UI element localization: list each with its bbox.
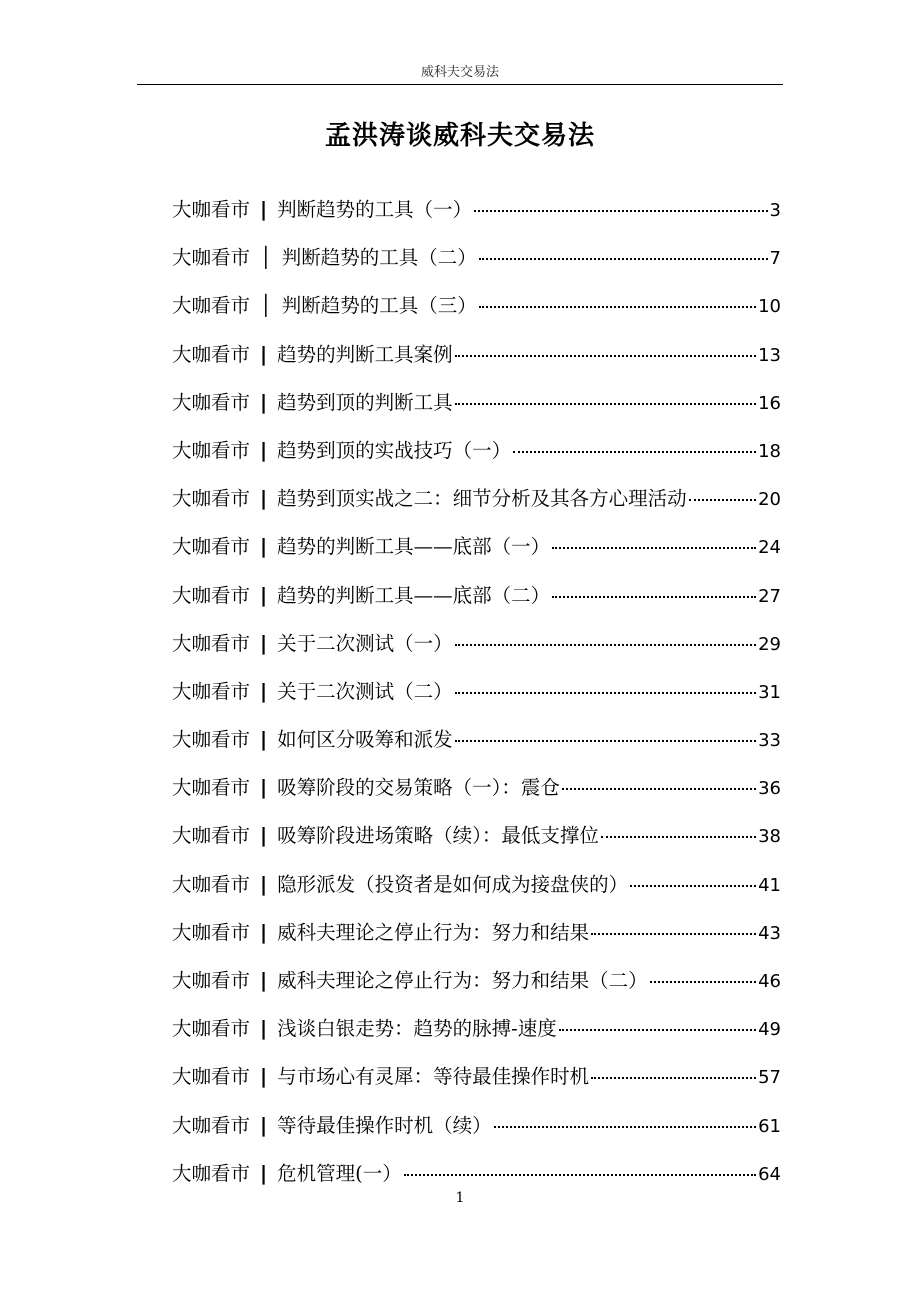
toc-entry-separator: │ [260, 294, 272, 318]
toc-entry-title [172, 479, 687, 519]
toc-entry-page: 27 [758, 585, 781, 607]
toc-entry-title [172, 1009, 557, 1049]
toc-entry-prefix: 大咖看市 [172, 342, 251, 366]
page-number: 1 [455, 1190, 465, 1206]
toc-entry[interactable] [172, 961, 781, 1009]
toc-entry-prefix: 大咖看市 [172, 1065, 251, 1089]
toc-entry-label: 判断趋势的工具（二） [281, 246, 477, 270]
toc-dot-leader [455, 355, 756, 357]
toc-entry-label: 判断趋势的工具（一） [277, 198, 473, 221]
toc-entry-separator: | [260, 728, 268, 752]
toc-entry-page: 24 [758, 537, 781, 559]
toc-entry-title [172, 1057, 589, 1097]
toc-entry[interactable] [172, 816, 781, 864]
toc-entry-title [172, 720, 453, 760]
toc-entry-separator: | [260, 438, 268, 462]
toc-dot-leader [404, 1174, 756, 1176]
toc-entry-page: 3 [769, 200, 781, 221]
toc-entry-title [172, 190, 472, 230]
toc-dot-leader [494, 1126, 756, 1128]
toc-entry[interactable] [172, 238, 781, 286]
toc-entry-title [172, 865, 628, 905]
toc-entry-page: 7 [769, 248, 781, 270]
toc-entry-label: 趋势到顶的判断工具 [277, 390, 453, 414]
toc-entry[interactable] [172, 479, 781, 527]
toc-entry-page: 57 [758, 1067, 781, 1089]
toc-entry[interactable] [172, 1057, 781, 1105]
toc-entry-page: 10 [758, 296, 781, 318]
document-title: 孟洪涛谈威科夫交易法 [324, 121, 595, 151]
toc-entry-label: 趋势的判断工具——底部（二） [277, 583, 551, 607]
toc-entry-label: 趋势到顶实战之二：细节分析及其各方心理活动 [277, 487, 687, 511]
toc-entry-page: 41 [758, 874, 781, 896]
toc-entry-label: 吸筹阶段的交易策略（一）：震仓 [277, 776, 560, 800]
toc-entry-prefix: 大咖看市 [172, 1113, 251, 1137]
toc-entry-label: 浅谈白银走势：趋势的脉搏-速度 [277, 1017, 557, 1041]
toc-dot-leader [559, 1029, 756, 1031]
toc-entry-label: 关于二次测试（二） [277, 679, 453, 703]
toc-entry-prefix: 大咖看市 [172, 1017, 251, 1041]
toc-dot-leader [601, 836, 756, 838]
toc-entry[interactable] [172, 576, 781, 624]
toc-dot-leader [591, 1077, 756, 1079]
toc-entry-page: 64 [758, 1163, 781, 1185]
toc-entry-title [172, 672, 453, 712]
toc-entry-separator: | [260, 1161, 268, 1185]
toc-entry-separator: | [260, 824, 268, 848]
toc-entry-prefix: 大咖看市 [172, 728, 251, 752]
toc-entry-page: 20 [758, 489, 781, 511]
toc-entry-label: 如何区分吸筹和派发 [277, 728, 453, 752]
toc-entry-label: 等待最佳操作时机（续） [277, 1113, 492, 1137]
toc-entry-title [172, 768, 560, 808]
toc-entry-separator: | [260, 535, 268, 559]
toc-entry[interactable] [172, 286, 781, 334]
toc-entry[interactable] [172, 431, 781, 479]
toc-entry[interactable] [172, 913, 781, 961]
toc-entry-label: 威科夫理论之停止行为：努力和结果 [277, 920, 590, 944]
toc-entry-separator: | [260, 1113, 268, 1137]
toc-entry-title [172, 431, 511, 471]
toc-entry-page: 38 [758, 826, 781, 848]
toc-entry-title [172, 335, 453, 375]
toc-entry-page: 29 [758, 633, 781, 655]
toc-entry-label: 趋势到顶的实战技巧（一） [277, 438, 512, 462]
toc-entry-page: 61 [758, 1115, 781, 1137]
toc-entry-separator: | [260, 583, 268, 607]
toc-entry-separator: | [260, 920, 268, 944]
toc-entry-label: 关于二次测试（一） [277, 631, 453, 655]
toc-dot-leader [591, 933, 756, 935]
toc-entry-page: 13 [758, 344, 781, 366]
toc-entry-prefix: 大咖看市 [172, 969, 251, 992]
toc-dot-leader [513, 451, 756, 453]
toc-entry-prefix: 大咖看市 [172, 679, 251, 703]
table-of-contents [172, 190, 781, 1202]
toc-dot-leader [479, 258, 768, 260]
toc-entry-title [172, 238, 477, 278]
toc-entry-page: 36 [758, 778, 781, 800]
toc-entry-separator: | [260, 679, 268, 703]
toc-dot-leader [455, 403, 756, 405]
toc-entry-title [172, 913, 589, 953]
toc-entry-prefix: 大咖看市 [172, 631, 251, 655]
toc-entry-title [172, 1106, 492, 1146]
toc-entry-separator: | [260, 872, 268, 896]
toc-entry-separator: | [260, 776, 268, 800]
toc-entry-page: 46 [758, 971, 781, 992]
toc-entry-prefix: 大咖看市 [172, 583, 251, 607]
toc-entry[interactable] [172, 865, 781, 913]
toc-entry-title [172, 527, 550, 567]
toc-entry-page: 43 [758, 922, 781, 944]
toc-dot-leader [650, 981, 756, 983]
toc-entry-page: 33 [758, 730, 781, 752]
toc-entry-label: 威科夫理论之停止行为：努力和结果（二） [277, 969, 648, 992]
toc-entry-label: 隐形派发（投资者是如何成为接盘侠的） [277, 872, 629, 896]
toc-dot-leader [455, 644, 756, 646]
toc-entry-prefix: 大咖看市 [172, 1161, 251, 1185]
toc-entry-page: 31 [758, 681, 781, 703]
toc-entry[interactable] [172, 383, 781, 431]
toc-entry-title [172, 961, 648, 1001]
toc-entry-prefix: 大咖看市 [172, 198, 251, 221]
running-header: 威科夫交易法 [420, 65, 499, 80]
toc-entry-separator: | [260, 631, 268, 655]
toc-entry-prefix: 大咖看市 [172, 294, 251, 318]
toc-entry-separator: | [260, 198, 268, 221]
toc-entry-title [172, 383, 453, 423]
toc-entry-label: 危机管理(一） [277, 1161, 402, 1185]
toc-dot-leader [552, 547, 756, 549]
toc-entry-title [172, 576, 550, 616]
toc-entry-label: 趋势的判断工具案例 [277, 342, 453, 366]
toc-entry[interactable] [172, 527, 781, 575]
toc-entry-label: 吸筹阶段进场策略（续）：最低支撑位 [277, 824, 599, 848]
toc-entry-separator: | [260, 487, 268, 511]
toc-entry-prefix: 大咖看市 [172, 246, 251, 270]
toc-entry-prefix: 大咖看市 [172, 535, 251, 559]
toc-entry-separator: | [260, 969, 268, 992]
toc-entry-separator: │ [260, 246, 272, 270]
toc-dot-leader [552, 596, 756, 598]
toc-entry[interactable] [172, 1106, 781, 1154]
toc-dot-leader [562, 788, 756, 790]
toc-entry-title [172, 286, 477, 326]
toc-entry-prefix: 大咖看市 [172, 920, 251, 944]
header-rule [137, 84, 783, 85]
toc-dot-leader [630, 885, 756, 887]
toc-entry-label: 与市场心有灵犀：等待最佳操作时机 [277, 1065, 590, 1089]
toc-entry-title [172, 816, 599, 856]
toc-entry-label: 判断趋势的工具（三） [281, 294, 477, 318]
toc-dot-leader [479, 306, 756, 308]
toc-entry-page: 16 [758, 392, 781, 414]
toc-entry-page: 18 [758, 440, 781, 462]
toc-entry-separator: | [260, 342, 268, 366]
toc-entry-separator: | [260, 1065, 268, 1089]
toc-entry-separator: | [260, 390, 268, 414]
toc-entry[interactable] [172, 624, 781, 672]
toc-entry-prefix: 大咖看市 [172, 824, 251, 848]
toc-entry[interactable] [172, 190, 781, 238]
toc-entry-prefix: 大咖看市 [172, 776, 251, 800]
toc-entry[interactable] [172, 1009, 781, 1057]
toc-entry[interactable] [172, 335, 781, 383]
toc-dot-leader [474, 210, 767, 212]
toc-entry-prefix: 大咖看市 [172, 390, 251, 414]
toc-entry-title [172, 624, 453, 664]
toc-entry[interactable] [172, 720, 781, 768]
toc-entry-prefix: 大咖看市 [172, 872, 251, 896]
toc-entry[interactable] [172, 768, 781, 816]
toc-entry-prefix: 大咖看市 [172, 487, 251, 511]
toc-dot-leader [455, 692, 756, 694]
toc-entry-label: 趋势的判断工具——底部（一） [277, 535, 551, 559]
toc-entry[interactable] [172, 672, 781, 720]
toc-entry-page: 49 [758, 1019, 781, 1041]
toc-dot-leader [455, 740, 756, 742]
toc-dot-leader [689, 499, 756, 501]
toc-entry-separator: | [260, 1017, 268, 1041]
toc-entry-prefix: 大咖看市 [172, 438, 251, 462]
